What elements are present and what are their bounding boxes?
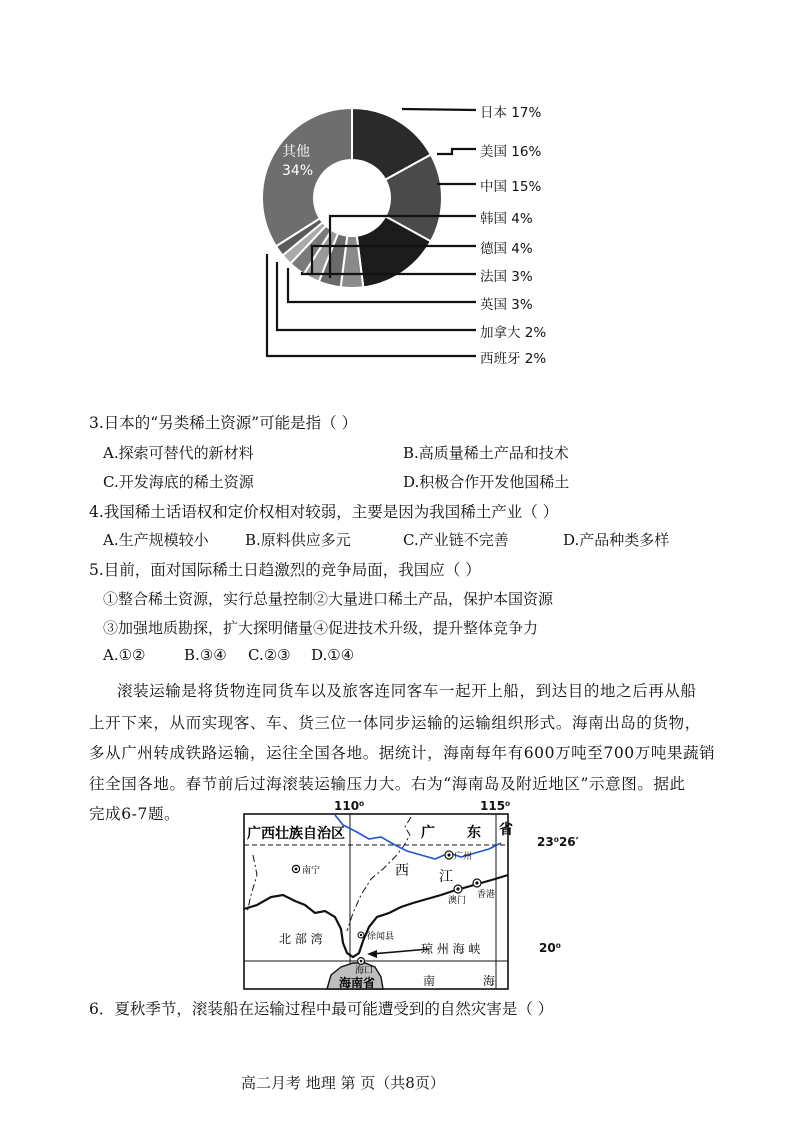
legend-label-4: 德国 4% <box>480 241 533 257</box>
question-5-option-d: D.①④ <box>311 646 355 664</box>
question-5-statement-1: ①整合稀土资源，实行总量控制②大量进口稀土产品，保护本国资源 <box>103 590 554 608</box>
question-3-option-b: B.高质量稀土产品和技术 <box>403 444 569 462</box>
legend-label-0: 日本 17% <box>480 105 542 121</box>
question-4-option-a: A.生产规模较小 <box>103 531 209 549</box>
macau-label: 澳门 <box>448 896 467 906</box>
rare-earth-donut-chart <box>0 0 800 400</box>
passage-line-1: 滚装运输是将货物连同货车以及旅客连同客车一起开上船，到达目的地之后再从船 <box>117 682 697 700</box>
guangdong-label-1: 广 <box>421 825 435 841</box>
question-4-option-d: D.产品种类多样 <box>563 531 670 549</box>
question-6-stem: 6．夏秋季节，滚装船在运输过程中最可能遭受到的自然灾害是（ ） <box>89 1000 554 1018</box>
jiang-label: 江 <box>439 869 453 885</box>
legend-label-6: 英国 3% <box>480 297 533 313</box>
question-5-option-a: A.①② <box>103 646 146 664</box>
question-3-option-d: D.积极合作开发他国稀土 <box>403 473 570 491</box>
guangdong-label-3: 省 <box>499 822 513 838</box>
nanning-label: 南宁 <box>302 866 321 876</box>
hongkong-marker <box>473 879 481 887</box>
legend-label-3: 韩国 4% <box>480 211 533 227</box>
legend-label-2: 中国 15% <box>480 179 542 195</box>
question-3-stem: 3.日本的“另类稀土资源”可能是指（ ） <box>89 414 358 432</box>
south-sea-label-2: 海 <box>483 974 496 988</box>
south-sea-label-1: 南 <box>423 974 436 988</box>
macau-marker <box>454 885 462 893</box>
legend-label-8: 西班牙 2% <box>480 351 547 367</box>
others-slice-pct: 34% <box>282 163 314 179</box>
passage-line-3: 多从广州转成铁路运输，运往全国各地。据统计，海南每年有600万吨至700万吨果蔬销 <box>89 744 716 762</box>
page-footer: 高二月考 地理 第 页（共8页） <box>241 1074 445 1092</box>
donut-slices <box>262 108 442 288</box>
question-3-option-a: A.探索可替代的新材料 <box>103 444 254 462</box>
guangzhou-marker <box>445 851 453 859</box>
leader-line-1 <box>437 149 476 154</box>
haikou-marker <box>358 958 365 965</box>
longitude-110-label: 110⁰ <box>334 799 365 813</box>
beibu-gulf-label: 北 部 湾 <box>279 932 323 946</box>
guangdong-label-2: 东 <box>467 825 481 841</box>
hainan-province-label: 海南省 <box>339 976 376 990</box>
passage-line-5: 完成6-7题。 <box>89 805 181 823</box>
haikou-label: 海口 <box>355 966 374 976</box>
passage-line-2: 上开下来，从而实现客、车、货三位一体同步运输的运输组织形式。海南出岛的货物， <box>89 714 701 732</box>
question-4-option-c: C.产业链不完善 <box>403 531 509 549</box>
qiongzhou-strait-label: 琼 州 海 峡 <box>421 942 481 956</box>
question-5-option-b: B.③④ <box>184 646 227 664</box>
guangzhou-label: 广州 <box>454 852 473 862</box>
xuwen-label: 徐闻县 <box>367 932 395 942</box>
nanning-marker <box>292 865 299 872</box>
question-5-option-c: C.②③ <box>248 646 291 664</box>
others-slice-name: 其他 <box>282 144 310 160</box>
hainan-region-map <box>243 813 543 990</box>
legend-label-7: 加拿大 2% <box>480 325 547 341</box>
latitude-2326-label: 23⁰26′ <box>537 835 579 849</box>
question-4-stem: 4.我国稀土话语权和定价权相对较弱，主要是因为我国稀土产业（ ） <box>89 503 559 521</box>
hongkong-label: 香港 <box>477 890 496 900</box>
question-4-option-b: B.原料供应多元 <box>245 531 351 549</box>
xi-label: 西 <box>395 863 409 879</box>
question-3-option-c: C.开发海底的稀土资源 <box>103 473 254 491</box>
longitude-115-label: 115⁰ <box>480 799 511 813</box>
question-5-statement-2: ③加强地质勘探，扩大探明储量④促进技术升级，提升整体竞争力 <box>103 619 539 637</box>
leader-line-0 <box>402 109 476 110</box>
guangxi-label: 广西壮族自治区 <box>247 826 345 842</box>
question-5-stem: 5.目前，面对国际稀土日趋激烈的竞争局面，我国应（ ） <box>89 561 481 579</box>
passage-line-4: 往全国各地。春节前后过海滚装运输压力大。右为“海南岛及附近地区”示意图。据此 <box>89 775 686 793</box>
latitude-20-label: 20⁰ <box>539 941 561 955</box>
legend-label-1: 美国 16% <box>480 144 542 160</box>
legend-label-5: 法国 3% <box>480 269 533 285</box>
xuwen-marker <box>358 932 364 938</box>
